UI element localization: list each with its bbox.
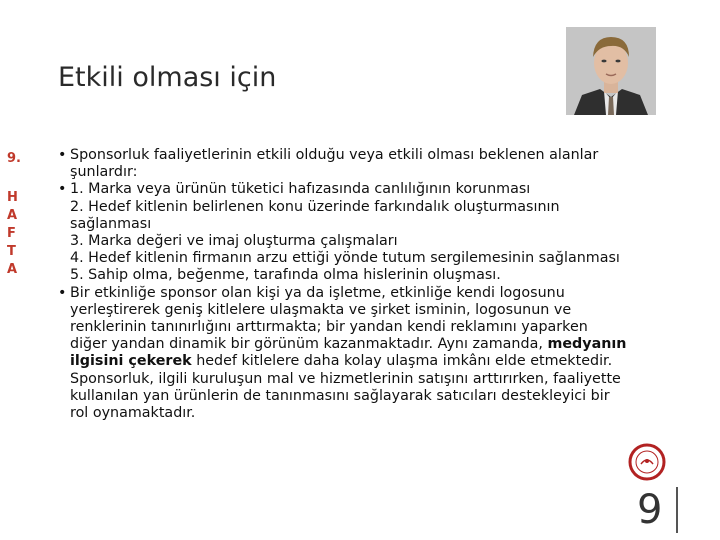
emphasis-text: ilgisini çekerek bbox=[70, 353, 192, 370]
text-line: renklerinin tanınırlığını arttırmakta; bir yandan kendi reklamını yaparken bbox=[70, 319, 588, 336]
list-item: 1. Marka veya ürünün tüketici hafızasında canlılığının korunması bbox=[70, 181, 531, 198]
text-line: yerleştirerek geniş kitlelere ulaşmakta ve şirket isminin, logosunun ve bbox=[70, 301, 572, 318]
university-seal-icon bbox=[625, 443, 669, 481]
list-item: 4. Hedef kitlenin firmanın arzu ettiği yönde tutum sergilemesinin sağlanması bbox=[70, 250, 620, 267]
text-line: kullanılan yan ürünlerin de tanınmasını sağlayarak satıcıları destekleyici bir bbox=[70, 387, 610, 404]
text-line: Sponsorluk, ilgili kuruluşun mal ve hizmetlerinin satışını arttırırken, faaliyette bbox=[70, 370, 621, 387]
bullet-point bbox=[58, 147, 668, 181]
text-line: Bir etkinliğe sponsor olan kişi ya da işletme, etkinliğe kendi logosunu bbox=[70, 284, 565, 301]
sidebar-week-label bbox=[7, 150, 27, 279]
page-number: 9 bbox=[637, 487, 663, 533]
text-line: şunlardır: bbox=[70, 164, 138, 181]
page-divider bbox=[676, 487, 678, 533]
text-line bbox=[70, 353, 668, 370]
week-number: 9. bbox=[7, 151, 21, 166]
list-item: 3. Marka değeri ve imaj oluşturma çalışmaları bbox=[70, 233, 398, 250]
bullet-icon: • bbox=[58, 284, 67, 301]
text-span: hedef kitlelere daha kolay ulaşma imkânı elde etmektedir. bbox=[191, 353, 613, 370]
sidebar-letter: A bbox=[7, 208, 18, 223]
slide-body bbox=[58, 147, 668, 422]
slide-title: Etkili olması için bbox=[58, 62, 277, 93]
sidebar-letter: T bbox=[7, 244, 16, 259]
bullet-point bbox=[58, 181, 668, 284]
sidebar-letter: F bbox=[7, 226, 16, 241]
presenter-photo bbox=[566, 27, 656, 115]
text-line: rol oynamaktadır. bbox=[70, 405, 196, 422]
list-item: 5. Sahip olma, beğenme, tarafında olma hislerinin oluşması. bbox=[70, 267, 501, 284]
sidebar-letter: H bbox=[7, 190, 18, 205]
emphasis-text: medyanın bbox=[547, 336, 627, 353]
list-item: sağlanması bbox=[70, 215, 152, 232]
bullet-icon: • bbox=[58, 181, 67, 198]
bullet-icon: • bbox=[58, 147, 67, 163]
text-span: diğer yandan dinamik bir görünüm kazanmaktadır. Aynı zamanda, bbox=[70, 336, 548, 353]
text-line bbox=[70, 336, 668, 353]
text-line: Sponsorluk faaliyetlerinin etkili olduğu veya etkili olması beklenen alanlar bbox=[70, 147, 599, 163]
bullet-point bbox=[58, 285, 668, 423]
list-item: 2. Hedef kitlenin belirlenen konu üzerinde farkındalık oluşturmasının bbox=[70, 198, 560, 215]
sidebar-letter: A bbox=[7, 262, 18, 277]
